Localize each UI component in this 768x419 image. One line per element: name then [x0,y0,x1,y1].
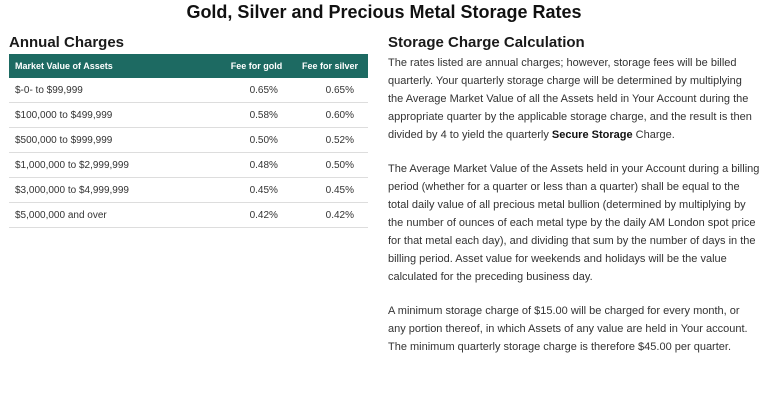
paragraph-1-tail: Charge. [632,129,675,141]
table-row [9,78,368,103]
cell-range: $1,000,000 to $2,999,999 [9,153,221,178]
table-row [9,203,368,228]
cell-range: $5,000,000 and over [9,203,221,228]
annual-charges-heading: Annual Charges [9,34,125,51]
page-title: Gold, Silver and Precious Metal Storage Rates [186,2,582,22]
storage-calculation-heading: Storage Charge Calculation [388,34,585,51]
cell-silver-fee: 0.50% [292,153,368,178]
cell-range: $3,000,000 to $4,999,999 [9,178,221,203]
cell-silver-fee: 0.52% [292,128,368,153]
storage-calculation-section [388,33,760,372]
table-header-row [9,54,368,78]
header-fee-gold: Fee for gold [221,54,292,78]
cell-silver-fee: 0.60% [292,103,368,128]
header-fee-silver: Fee for silver [292,54,368,78]
rates-table [9,54,368,228]
calculation-paragraph-1 [388,54,760,144]
table-row [9,103,368,128]
table-row [9,153,368,178]
header-market-value: Market Value of Assets [9,54,221,78]
paragraph-1-text: The rates listed are annual charges; however, storage fees will be billed quarterly. Your quarterly storage charge will be determined by multiplying the Average Market Value of all the Assets held in Your Account during the appropriate quarter by the applicable storage charge, and the result is then divided by 4 to yield the quarterly [388,57,752,141]
cell-gold-fee: 0.48% [221,153,292,178]
calculation-paragraph-3: A minimum storage charge of $15.00 will be charged for every month, or any portion thereof, in which Assets of any value are held in Your account. The minimum quarterly storage charge is therefore $45.00 per quarter. [388,305,748,353]
cell-silver-fee: 0.45% [292,178,368,203]
cell-range: $-0- to $99,999 [9,78,221,103]
cell-gold-fee: 0.42% [221,203,292,228]
secure-storage-emphasis: Secure Storage [551,129,633,141]
cell-gold-fee: 0.65% [221,78,292,103]
cell-silver-fee: 0.65% [292,78,368,103]
cell-gold-fee: 0.45% [221,178,292,203]
annual-charges-section [9,33,368,228]
cell-range: $500,000 to $999,999 [9,128,221,153]
cell-gold-fee: 0.50% [221,128,292,153]
table-row [9,128,368,153]
cell-silver-fee: 0.42% [292,203,368,228]
cell-range: $100,000 to $499,999 [9,103,221,128]
table-row [9,178,368,203]
calculation-paragraph-2: The Average Market Value of the Assets held in your Account during a billing period (whether for a quarter or less than a quarter) shall be equal to the total daily value of all precious metal bullion (determined by multiplying by the number of ounces of each metal type by the daily AM London spot price for that metal each day), and dividing that sum by the number of days in the billing period. Asset value for weekends and holidays will be the value calculated for the preceding business day. [388,163,760,283]
cell-gold-fee: 0.58% [221,103,292,128]
